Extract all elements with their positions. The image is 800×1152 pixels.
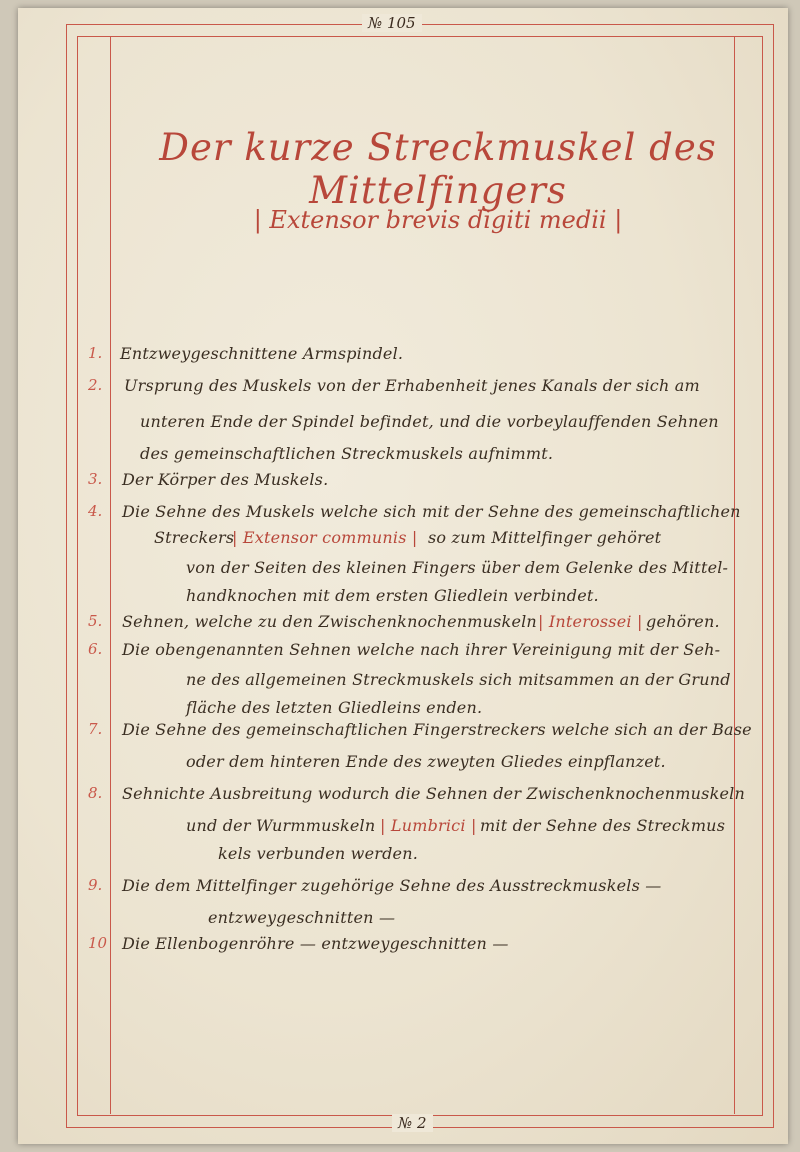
entry-line: Die Sehne des gemeinschaftlichen Fingerstreckers welche sich an der Base	[122, 720, 752, 739]
entry-line: ne des allgemeinen Streckmuskels sich mitsammen an der Grund	[186, 670, 731, 689]
entry-line: oder dem hinteren Ende des zweyten Gliedes einpflanzet.	[186, 752, 666, 771]
entry-number: 1.	[88, 344, 103, 362]
entry-line: fläche des letzten Gliedleins enden.	[186, 698, 483, 717]
entry-line: Die Sehne des Muskels welche sich mit der Sehne des gemeinschaftlichen	[122, 502, 741, 521]
entry-line: so zum Mittelfinger gehöret	[428, 528, 662, 547]
page-title: Der kurze Streckmuskel des Mittelfingers	[159, 126, 717, 212]
entry-number: 3.	[88, 470, 103, 488]
entry-line: Sehnichte Ausbreitung wodurch die Sehnen der Zwischenknochenmuskeln	[122, 784, 745, 803]
entry-number: 8.	[88, 784, 103, 802]
entry-line: handknochen mit dem ersten Gliedlein verbindet.	[186, 586, 599, 605]
entry-line: gehören.	[646, 612, 720, 631]
folio-number-top: № 105	[362, 14, 422, 32]
page-subtitle: | Extensor brevis digiti medii |	[253, 206, 623, 234]
entry-line: Die obengenannten Sehnen welche nach ihrer Vereinigung mit der Seh-	[122, 640, 721, 659]
entry-number: 2.	[88, 376, 103, 394]
entry-line: Die dem Mittelfinger zugehörige Sehne des Ausstreckmuskels —	[122, 876, 662, 895]
latin-term: | Extensor communis |	[232, 528, 418, 547]
entry-line: entzweygeschnitten —	[208, 908, 396, 927]
entry-line: Sehnen, welche zu den Zwischenknochenmuskeln	[122, 612, 537, 631]
entry-number: 6.	[88, 640, 103, 658]
entry-line: von der Seiten des kleinen Fingers über dem Gelenke des Mittel-	[186, 558, 729, 577]
entry-number: 5.	[88, 612, 103, 630]
entry-line: kels verbunden werden.	[218, 844, 419, 863]
entry-line: mit der Sehne des Streckmus	[480, 816, 726, 835]
entry-line: Der Körper des Muskels.	[122, 470, 329, 489]
latin-term: | Interossei |	[538, 612, 643, 631]
entry-line: Die Ellenbogenröhre — entzweygeschnitten —	[122, 934, 509, 953]
entry-line: Ursprung des Muskels von der Erhabenheit jenes Kanals der sich am	[124, 376, 700, 395]
entry-line: und der Wurmmuskeln	[186, 816, 376, 835]
entry-line: unteren Ende der Spindel befindet, und die vorbeylauffenden Sehnen	[140, 412, 719, 431]
entry-number: 4.	[88, 502, 103, 520]
entry-number: 9.	[88, 876, 103, 894]
entry-line: Entzweygeschnittene Armspindel.	[120, 344, 404, 363]
latin-term: | Lumbrici |	[380, 816, 477, 835]
entry-line: Streckers	[154, 528, 235, 547]
folio-number-bottom: № 2	[392, 1114, 433, 1132]
entry-number: 10	[88, 934, 108, 952]
manuscript-sheet	[18, 8, 788, 1144]
entry-number: 7.	[88, 720, 103, 738]
entry-line: des gemeinschaftlichen Streckmuskels aufnimmt.	[140, 444, 554, 463]
